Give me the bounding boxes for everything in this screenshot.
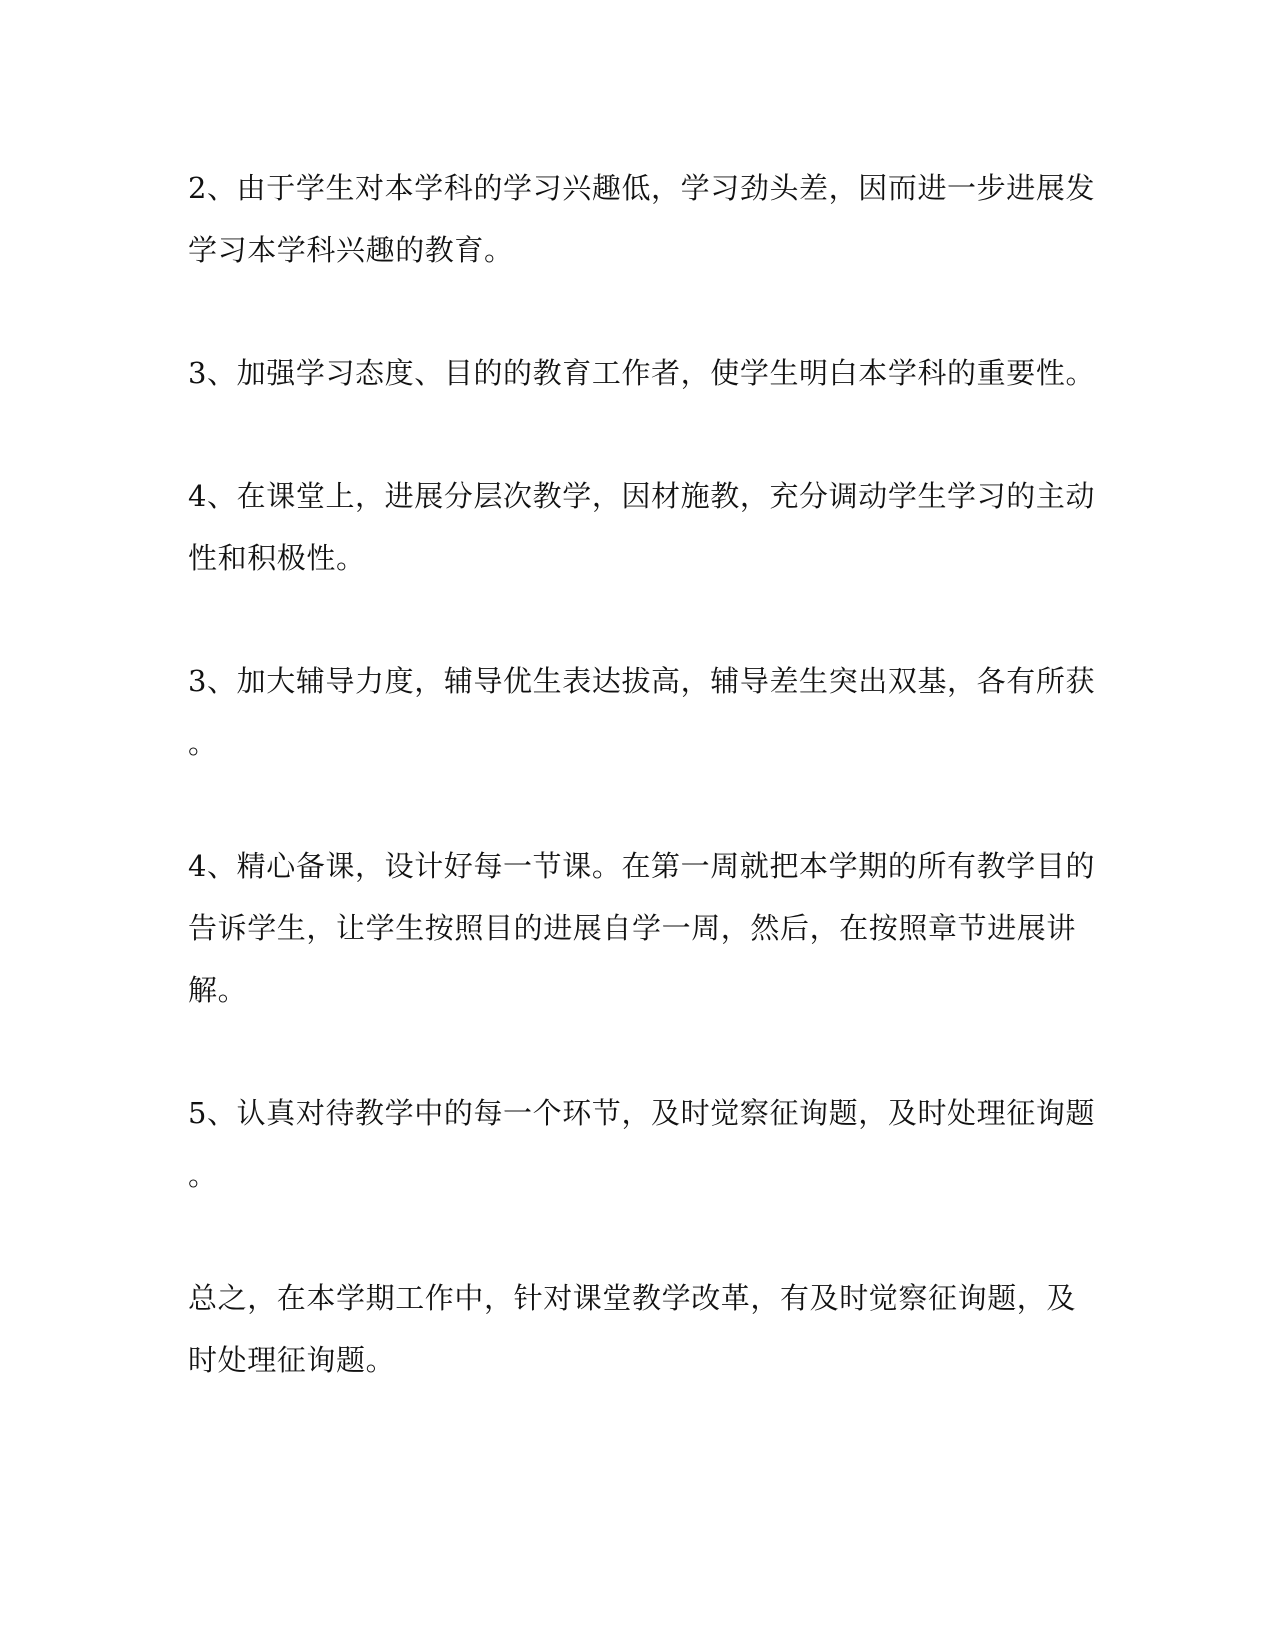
paragraph-3-line-1: 4、在课堂上，进展分层次教学，因材施教，充分调动学生学习的主动	[188, 479, 1096, 513]
paragraph-4-line-2: 。	[188, 726, 218, 760]
paragraph-6-line-1: 5、认真对待教学中的每一个环节，及时觉察征询题，及时处理征询题	[188, 1096, 1096, 1130]
paragraph-7-line-2: 时处理征询题。	[188, 1343, 396, 1377]
paragraph-3-line-2: 性和积极性。	[188, 541, 366, 575]
paragraph-1-line-2: 学习本学科兴趣的教育。	[188, 233, 514, 267]
paragraph-5-line-2: 告诉学生，让学生按照目的进展自学一周，然后，在按照章节进展讲	[188, 911, 1077, 945]
paragraph-7-line-1: 总之，在本学期工作中，针对课堂教学改革，有及时觉察征询题，及	[188, 1281, 1077, 1315]
paragraph-5-line-1: 4、精心备课，设计好每一节课。在第一周就把本学期的所有教学目的	[188, 849, 1096, 883]
paragraph-2-line-1: 3、加强学习态度、目的的教育工作者，使学生明白本学科的重要性。	[188, 356, 1096, 390]
paragraph-4-line-1: 3、加大辅导力度，辅导优生表达拔高，辅导差生突出双基，各有所获	[188, 664, 1096, 698]
paragraph-5-line-3: 解。	[188, 973, 248, 1007]
paragraph-1-line-1: 2、由于学生对本学科的学习兴趣低，学习劲头差，因而进一步进展发	[188, 171, 1096, 205]
paragraph-6-line-2: 。	[188, 1158, 218, 1192]
